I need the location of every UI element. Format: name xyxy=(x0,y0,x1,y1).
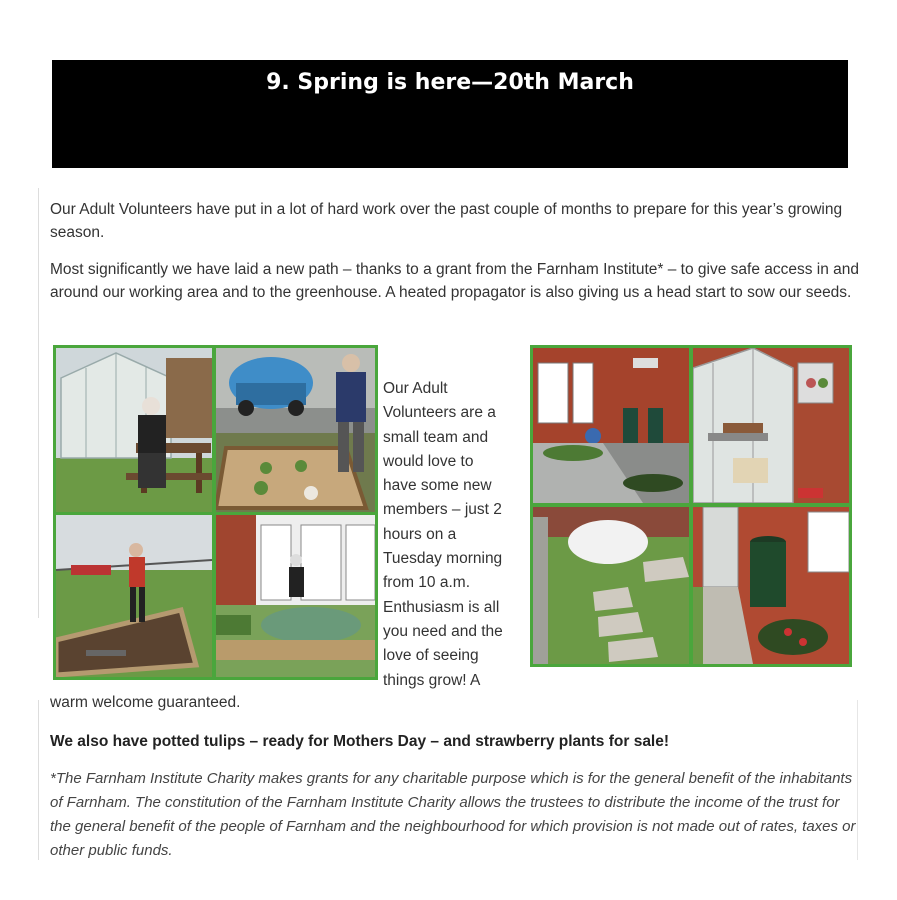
sale-notice: We also have potted tulips – ready for Mothers Day – and strawberry plants for sale! xyxy=(50,733,670,750)
text-line: love of seeing xyxy=(383,647,479,665)
text-line: Volunteers are a xyxy=(383,404,496,422)
photo-greenhouse-interior xyxy=(693,348,849,503)
text-line: would love to xyxy=(383,452,474,470)
photo-digging-bed xyxy=(56,515,212,677)
text-line: hours on a xyxy=(383,525,457,543)
photo-water-butt-path xyxy=(693,507,849,664)
text-line: you need and the xyxy=(383,622,503,640)
text-line: Enthusiasm is all xyxy=(383,598,500,616)
intro-paragraph: Our Adult Volunteers have put in a lot of hard work over the past couple of months to prepare for this year’s growing season. xyxy=(50,201,843,241)
path-paragraph: Most significantly we have laid a new path – thanks to a grant from the Farnham Institute* – to give safe access in and around our working area and to the greenhouse. A heated propagator is also giving us a head start to sow our seeds. xyxy=(50,261,860,301)
text-line: things grow! A xyxy=(383,671,481,689)
photo-building-planters xyxy=(216,515,375,677)
page-title: 9. Spring is here—20th March xyxy=(266,70,634,95)
photo-greenhouse-bench xyxy=(56,348,212,512)
divider xyxy=(38,188,39,618)
divider xyxy=(38,700,39,860)
photo-brick-building-path xyxy=(533,348,689,503)
photo-collage-right xyxy=(530,345,852,667)
text-line: Our Adult xyxy=(383,380,448,397)
volunteer-paragraph xyxy=(383,377,523,693)
footnote: *The Farnham Institute Charity makes grants for any charitable purpose which is for the general benefit of the inhabitants of Farnham. The constitution of the Farnham Institute Charity allows the trustees to distribute the income of the trust for the general benefit of the people of Farnham and the neighbourhood for which provision is not made out of rates, taxes or other public funds. xyxy=(50,770,856,859)
text-line: members – just 2 xyxy=(383,501,502,519)
text-line: have some new xyxy=(383,477,492,495)
title-banner xyxy=(52,60,848,168)
photo-stepping-stones xyxy=(533,507,689,664)
photo-car-raised-bed xyxy=(216,348,375,512)
text-line: small team and xyxy=(383,428,489,446)
welcome-line: warm welcome guaranteed. xyxy=(50,694,241,711)
text-line: from 10 a.m. xyxy=(383,574,470,592)
text-line: Tuesday morning xyxy=(383,550,503,568)
photo-collage-left xyxy=(53,345,378,680)
